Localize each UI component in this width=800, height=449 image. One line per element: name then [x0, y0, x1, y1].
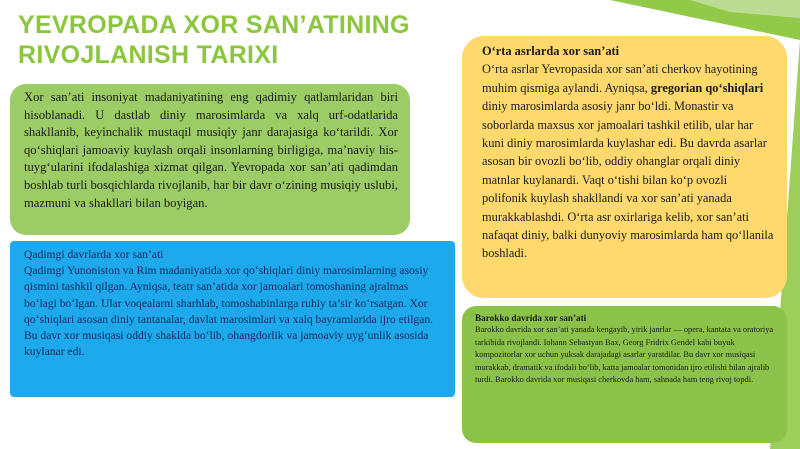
ancient-period-box [10, 241, 455, 397]
medieval-heading: O‘rta asrlarda xor san’ati [482, 44, 620, 58]
baroque-period-box [462, 306, 787, 443]
medieval-period-box [462, 36, 787, 298]
intro-box [10, 84, 410, 235]
baroque-heading: Barokko davrida xor san’ati [475, 313, 587, 323]
baroque-text: Barokko davrida xor san’ati yanada kengayib, yirik janrlar — opera, kantata va oratoriya tarkibida rivojlandi. Iohann Sebastyan Bax, Georg Fridrix Gendel kabi buyuk kompozitorlar xor uchun yuksak darajadagi asarlar yaratdilar. Bu davr xor musiqasi murakkab, dramatik va ifodali bo‘lib, katta jamoalar tomonidan ijro etilishi bilan ajralib turdi. Barokko davrida xor musiqasi cherkovda ham, sahnada ham teng rivoj topdi. [475, 325, 774, 385]
intro-text: Xor san’ati insoniyat madaniyatining eng qadimiy qatlamlaridan biri hisoblanadi. U dastlab diniy marosimlarda va xalq urf-odatlarida shakllanib, keyinchalik mustaqil musiqiy janr darajasiga ko‘tarildi. Xor qo‘shiqlari jamoaviy kuylash orqali insonlarning birligiga, ma’naviy his-tuyg‘ularini ifodalashiga xizmat qilgan. Yevropada xor san’ati qadimdan boshlab turli bosqichlarda rivojlanib, har bir davr o‘zining musiqiy uslubi, mazmuni va shakllari bilan boyigan. [24, 90, 398, 210]
medieval-text [482, 60, 775, 262]
ancient-text: Qadimgi Yunoniston va Rim madaniyatida xor qo‘shiqlari diniy marosimlarning asosiy qismini tashkil qilgan. Ayniqsa, teatr san’atida xor jamoalari tomoshaning ajralmas bo‘lagi bo‘lgan. Ular voqealarni sharhlab, tomoshabinlarga ruhiy ta’sir ko‘rsatgan. Xor qo‘shiqlari asosan diniy tantanalar, davlat marosimlari va xalq bayramlarida ijro etilgan. Bu davr xor musiqasi oddiy shaklda bo‘lib, ohangdorlik va jamoaviy uyg‘unlik asosida kuylanar edi. [24, 264, 434, 359]
medieval-text-end: diniy marosimlarda asosiy janr bo‘ldi. Monastir va soborlarda maxsus xor jamoalari tashkil etilib, ular har kuni diniy marosimlarda kuylashar edi. Bu davrda asarlar asosan bir ovozli bo‘lib, oddiy ohanglar orqali diniy matnlar kuylanardi. Vaqt o‘tishi bilan ko‘p ovozli polifonik kuylash shakllandi va xor san’ati yanada murakkablashdi. O‘rta asr oxirlariga kelib, xor san’ati nafaqat diniy, balki dunyoviy marosimlarda ham qo‘llanila boshladi. [482, 99, 774, 261]
ancient-heading: Qadimgi davrlarda xor san’ati [24, 248, 164, 261]
slide-title [18, 10, 458, 70]
medieval-text-start: O‘rta asrlar Yevropasida xor san’ati cherkov hayotining muhim qismiga aylandi. Ayniqsa, [482, 62, 758, 95]
medieval-bold-term: gregorian qo‘shiqlari [650, 80, 764, 95]
title-line-2: RIVOJLANISH TARIXI [18, 41, 279, 69]
title-line-1: YEVROPADA XOR SAN’ATINING [18, 11, 410, 39]
